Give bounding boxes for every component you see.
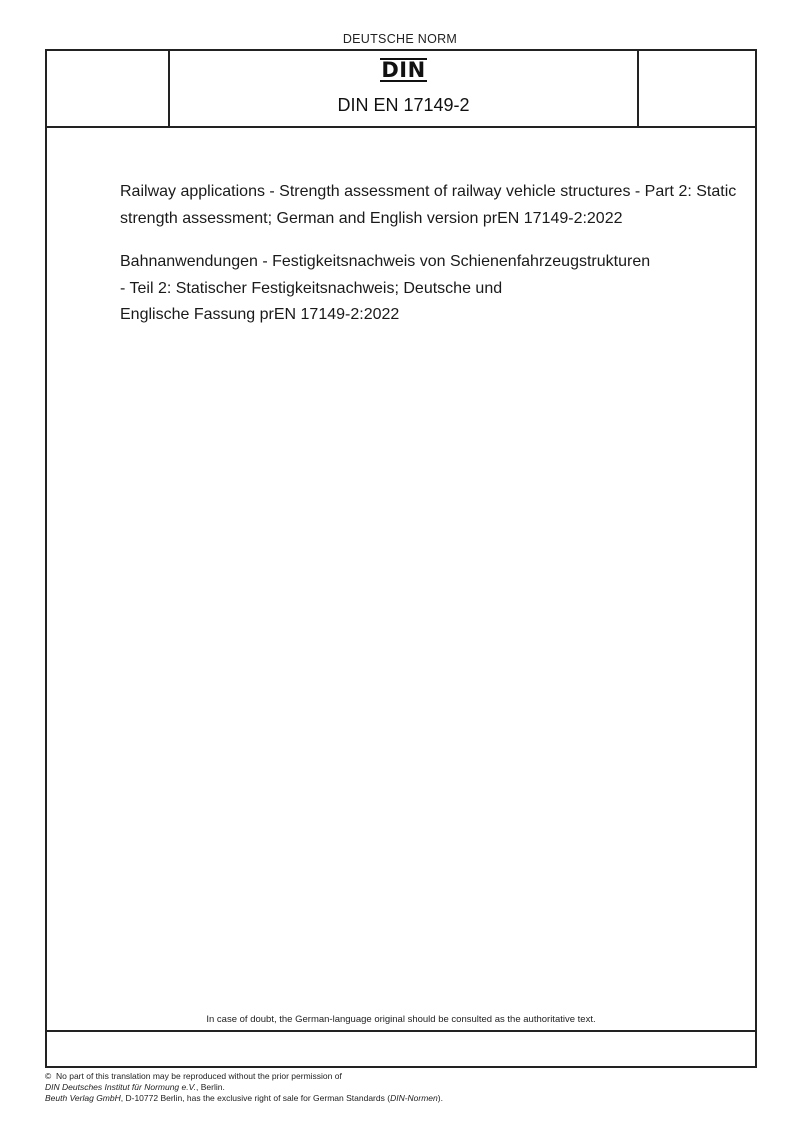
copyright-text-1: No part of this translation may be reproduced without the prior permission of [56, 1071, 342, 1081]
title-german-line-2: - Teil 2: Statischer Festigkeitsnachweis; Deutsche und [120, 279, 503, 297]
footer-divider [47, 1030, 755, 1032]
copyright-publisher-text: , D-10772 Berlin, has the exclusive right of sale for German Standards ( [120, 1093, 391, 1103]
document-number: DIN EN 17149-2 [337, 95, 470, 115]
title-german-line-1: Bahnanwendungen - Festigkeitsnachweis von Schienenfahrzeugstrukturen [120, 253, 651, 270]
din-logo-text: DIN [381, 58, 426, 82]
copyright-line-2 [45, 1082, 745, 1093]
header-center-cell [168, 51, 639, 126]
title-german [120, 249, 740, 329]
copyright-institute-suffix: , Berlin. [196, 1082, 225, 1092]
authoritative-text-note: In case of doubt, the German-language original should be consulted as the authoritative text. [206, 1014, 596, 1025]
copyright-closing: ). [437, 1093, 443, 1103]
copyright-line-1 [45, 1071, 745, 1082]
copyright-din-normen: DIN-Normen [390, 1093, 438, 1103]
copyright-line-3 [45, 1093, 745, 1104]
copyright-notice [45, 1071, 745, 1104]
copyright-publisher: Beuth Verlag GmbH [45, 1093, 121, 1103]
norm-label: DEUTSCHE NORM [342, 32, 458, 46]
copyright-symbol: © [45, 1071, 52, 1081]
title-block [120, 179, 740, 329]
din-logo [170, 58, 637, 82]
title-english: Railway applications - Strength assessment of railway vehicle structures - Part 2: Static strength assessment; German and English version prEN 17149-2:2022 [120, 183, 737, 227]
title-page-frame [45, 49, 757, 1068]
header-row [47, 51, 755, 128]
copyright-institute: DIN Deutsches Institut für Normung e.V. [45, 1082, 197, 1092]
title-german-line-3: Englische Fassung prEN 17149-2:2022 [120, 306, 400, 323]
